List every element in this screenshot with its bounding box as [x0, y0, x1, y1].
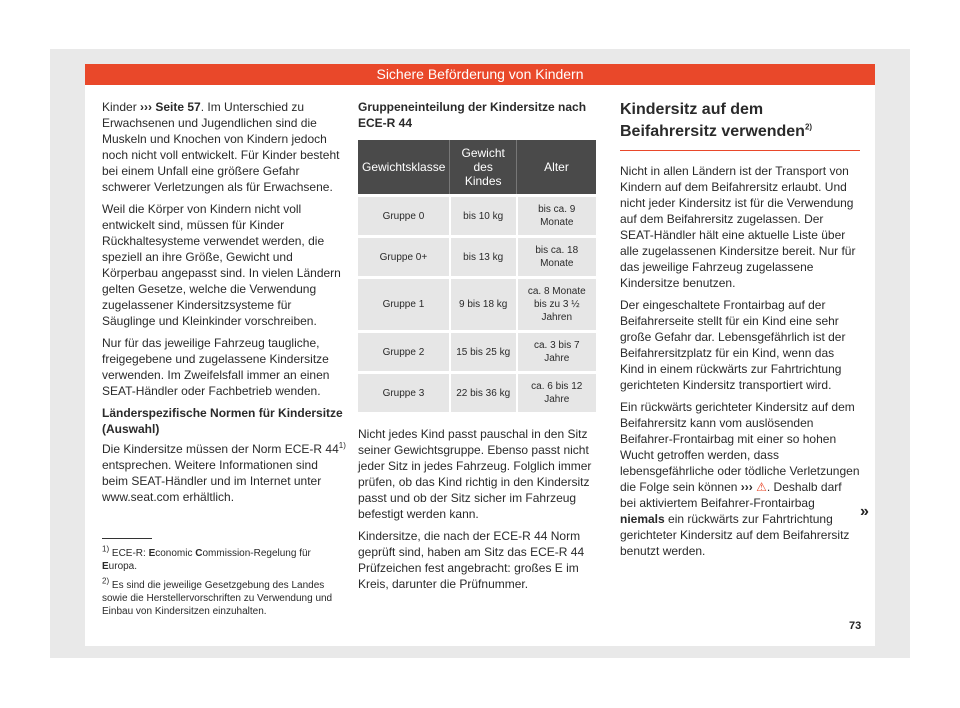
- footnote-mark: 2): [102, 576, 110, 586]
- footnote-bold-letter: E: [102, 561, 109, 572]
- table-row: [358, 237, 596, 278]
- table-header-row: [358, 140, 596, 196]
- section-heading-passenger-seat: [620, 99, 860, 151]
- intro-paragraph: [102, 99, 346, 195]
- paragraph-test-mark: Kindersitze, die nach der ECE-R 44 Norm geprüft sind, haben am Sitz das ECE-R 44 Prüfzeichen fest angebracht: großes E im Kreis, darunter die Prüfnummer.: [358, 529, 585, 591]
- paragraph-approved-seats: Nur für das jeweilige Fahrzeug taugliche, freigegebene und zugelassene Kindersitze verwenden. Im Zweifelsfall immer an einen SEAT-Händler oder Fachbetrieb wenden.: [102, 336, 330, 398]
- paragraph-fit-check: Nicht jedes Kind passt pauschal in den Sitz seiner Gewichtsgruppe. Ebenso passt nicht jeder Sitz in jedes Fahrzeug. Folglich immer prüfen, ob das Kind richtig in den Kindersitz passt und ob der Sitz sicher im Fahrzeug befestigt werden kann.: [358, 427, 592, 521]
- table-cell: Gruppe 3: [358, 373, 450, 413]
- table-cell: 22 bis 36 kg: [450, 373, 517, 413]
- warning-text-3: ein rückwärts zur Fahrtrichtung gerichteter Kindersitz auf dem Beifahrersitz benutzt werden.: [620, 512, 850, 558]
- table-title: Gruppeneinteilung der Kindersitze nach ECE-R 44: [358, 100, 587, 130]
- table-cell: 15 bis 25 kg: [450, 332, 517, 373]
- table-cell: ca. 6 bis 12 Jahre: [517, 373, 597, 413]
- table-cell: Gruppe 0: [358, 196, 450, 237]
- paragraph-ece-norm: [102, 441, 346, 505]
- paragraph-country-rules: Nicht in allen Ländern ist der Transport von Kindern auf dem Beifahrersitz erlaubt. Und nicht jeder Kindersitz ist für die Verwendung auf dem Beifahrersitz zugelassen. Der SEAT-Händler hält eine aktuelle Liste über alle zugelassenen Kindersitze bereit. Nur für das jeweilige Fahrzeug zugelassene Kindersitze benutzen.: [620, 164, 856, 290]
- continue-arrow-icon: »: [860, 503, 869, 520]
- paragraph-restraint-systems: Weil die Körper von Kindern nicht voll entwickelt sind, müssen für Kinder Rückhaltesysteme verwendet werden, die speziell an ihre Größe, Gewicht und Körperbau angepasst sind. In vielen Ländern gelten Gesetze, welche die Verwendung zugelassener Kindersitzsysteme für Säuglinge und Kleinkinder vorschreiben.: [102, 202, 341, 328]
- footnote-bold-letter: C: [195, 548, 203, 559]
- footnote-text: uropa.: [108, 561, 138, 572]
- footnote-bold-letter: E: [148, 548, 156, 559]
- footnote-text: Es sind die jeweilige Gesetzgebung des Landes sowie die Herstellervorschriften zu Verwendung und Einbau von Kindersitzen einzuhalten.: [102, 580, 333, 617]
- footnote-ref-2: 2): [804, 122, 813, 132]
- footnote-text: ECE-R:: [109, 548, 149, 559]
- heading-text: Kindersitz auf dem Beifahrersitz verwenden: [620, 101, 805, 140]
- column-left: [102, 99, 346, 511]
- table-cell: bis 10 kg: [450, 196, 517, 237]
- table-cell: ca. 8 Monate bis zu 3 ½ Jahren: [517, 278, 597, 332]
- table-cell: bis 13 kg: [450, 237, 517, 278]
- footnote-2: [102, 576, 346, 618]
- table-row: [358, 196, 596, 237]
- footnote-ref-1: 1): [338, 441, 346, 450]
- column-right: [620, 99, 860, 565]
- column-header-age: Alter: [517, 140, 597, 196]
- page-reference-link[interactable]: ››› Seite 57: [140, 100, 201, 114]
- warning-text: Ein rückwärts gerichteter Kindersitz auf dem Beifahrersitz kann vom auslösenden Beifahrer-Frontairbag mit einer so hohen Wucht getroffen werden, dass lebensgefährliche oder tödliche Verletzungen die Folge sein können: [620, 400, 860, 494]
- table-row: [358, 332, 596, 373]
- table-cell: Gruppe 2: [358, 332, 450, 373]
- warning-reference-link[interactable]: ›››: [740, 480, 753, 494]
- page-number: 73: [849, 620, 862, 632]
- subheading-norms: Länderspezifische Normen für Kindersitze (Auswahl): [102, 406, 343, 436]
- weight-group-table: [358, 140, 596, 412]
- ece-norm-text-rest: entsprechen. Weitere Informationen sind beim SEAT-Händler und im Internet unter www.seat.com erhältlich.: [102, 458, 322, 504]
- table-cell: bis ca. 18 Monate: [517, 237, 597, 278]
- footnotes: [102, 538, 346, 624]
- intro-text: Kinder: [102, 100, 141, 114]
- section-header: Sichere Beförderung von Kindern: [85, 64, 875, 85]
- table-cell: 9 bis 18 kg: [450, 278, 517, 332]
- paragraph-rear-facing-warning: [620, 399, 860, 559]
- column-header-weight-class: Gewichtsklasse: [358, 140, 450, 196]
- table-cell: bis ca. 9 Monate: [517, 196, 597, 237]
- table-row: [358, 278, 596, 332]
- footnote-mark: 1): [102, 544, 110, 554]
- intro-text-rest: . Im Unterschied zu Erwachsenen und Jugendlichen sind die Muskeln und Knochen von Kindern jedoch noch nicht voll entwickelt. Für Kinder besteht bei einem Unfall eine größere Gefahr schwerer Verletzungen als für Erwachsene.: [102, 100, 340, 194]
- warning-emphasis: niemals: [620, 512, 665, 526]
- column-header-child-weight: Gewicht des Kindes: [450, 140, 517, 196]
- paragraph-airbag-danger: Der eingeschaltete Frontairbag auf der Beifahrerseite stellt für ein Kind eine sehr große Gefahr dar. Lebensgefährlich ist der Beifahrersitzplatz für ein Kind, wenn das Kind in einem rückwärts zur Fahrtrichtung gerichteten Kindersitz transportiert wird.: [620, 298, 846, 392]
- footnote-divider: [102, 538, 152, 539]
- table-row: [358, 373, 596, 413]
- table-cell: Gruppe 1: [358, 278, 450, 332]
- footnote-1: [102, 544, 346, 573]
- column-middle: [358, 99, 596, 598]
- footnote-text: ommission-Regelung für: [202, 548, 311, 559]
- table-cell: Gruppe 0+: [358, 237, 450, 278]
- warning-text-2: . Deshalb darf bei aktiviertem Beifahrer-Frontairbag: [620, 480, 842, 510]
- table-cell: ca. 3 bis 7 Jahre: [517, 332, 597, 373]
- warning-triangle-icon: ⚠: [756, 480, 767, 494]
- footnote-text: conomic: [155, 548, 196, 559]
- ece-norm-text: Die Kindersitze müssen der Norm ECE-R 44: [102, 442, 339, 456]
